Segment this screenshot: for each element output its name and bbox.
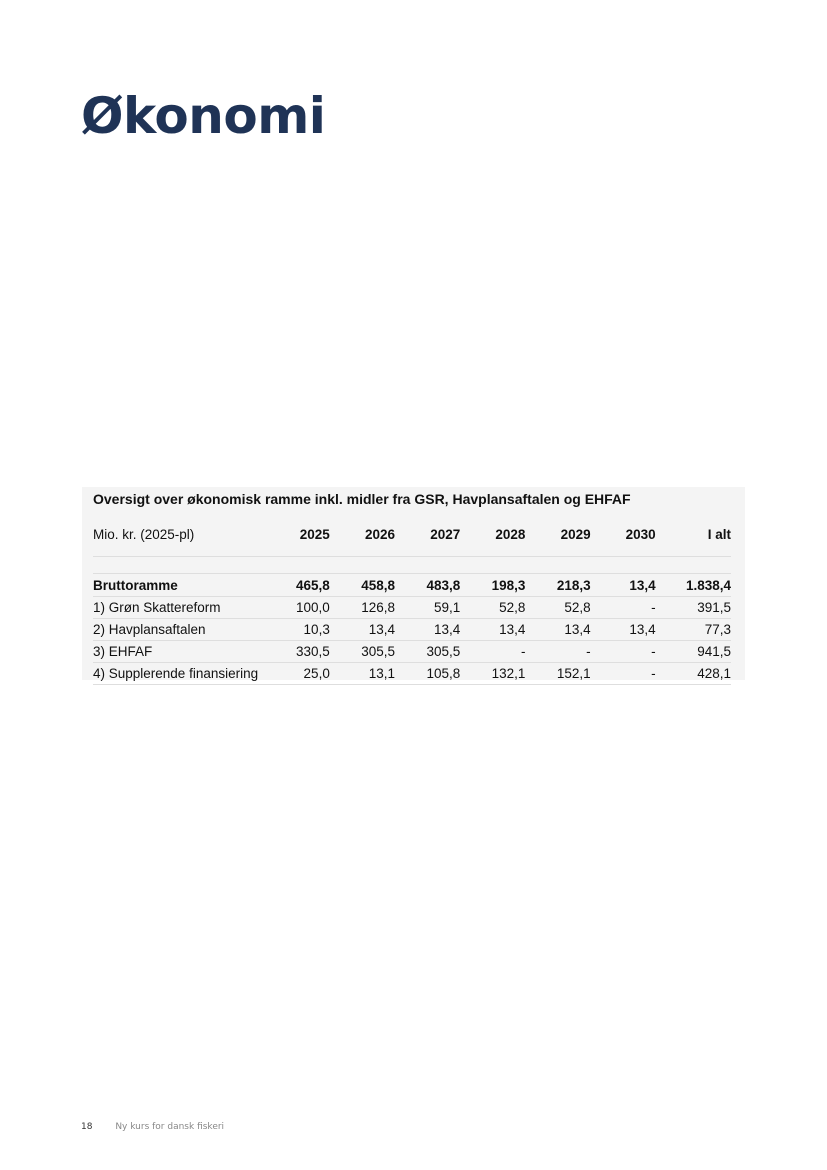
cell-2025: 100,0 <box>265 597 330 619</box>
row-label: 2) Havplansaftalen <box>93 619 265 641</box>
row-label: 3) EHFAF <box>93 641 265 663</box>
cell-2025: 25,0 <box>265 663 330 685</box>
cell-2027: 305,5 <box>395 641 460 663</box>
cell-2030: - <box>591 663 656 685</box>
column-header-2026: 2026 <box>330 512 395 557</box>
cell-2028: 132,1 <box>460 663 525 685</box>
row-label: 4) Supplerende finansiering <box>93 663 265 685</box>
table-row-havplansaftalen <box>93 619 731 641</box>
cell-2028: - <box>460 641 525 663</box>
cell-2027: 483,8 <box>395 574 460 597</box>
spacer-cell <box>93 557 731 574</box>
table-row-groen-skattereform <box>93 597 731 619</box>
row-label: Bruttoramme <box>93 574 265 597</box>
column-header-2025: 2025 <box>265 512 330 557</box>
table-spacer-row <box>93 557 731 574</box>
cell-2030: - <box>591 597 656 619</box>
cell-total: 391,5 <box>656 597 731 619</box>
cell-2025: 465,8 <box>265 574 330 597</box>
cell-2029: 152,1 <box>525 663 590 685</box>
cell-total: 77,3 <box>656 619 731 641</box>
cell-2030: - <box>591 641 656 663</box>
column-header-2030: 2030 <box>591 512 656 557</box>
cell-2030: 13,4 <box>591 574 656 597</box>
economy-table <box>93 512 731 685</box>
column-header-2029: 2029 <box>525 512 590 557</box>
cell-2026: 13,1 <box>330 663 395 685</box>
cell-2029: 218,3 <box>525 574 590 597</box>
cell-2029: - <box>525 641 590 663</box>
cell-2027: 59,1 <box>395 597 460 619</box>
table-caption: Oversigt over økonomisk ramme inkl. midler fra GSR, Havplansaftalen og EHFAF <box>93 491 631 507</box>
column-header-2027: 2027 <box>395 512 460 557</box>
page-number: 18 <box>81 1122 93 1132</box>
table-header-row <box>93 512 731 557</box>
cell-2027: 13,4 <box>395 619 460 641</box>
row-label: 1) Grøn Skattereform <box>93 597 265 619</box>
table-row-ehfaf <box>93 641 731 663</box>
cell-2026: 126,8 <box>330 597 395 619</box>
cell-total: 1.838,4 <box>656 574 731 597</box>
cell-2028: 13,4 <box>460 619 525 641</box>
cell-2025: 330,5 <box>265 641 330 663</box>
cell-2026: 458,8 <box>330 574 395 597</box>
column-header-total: I alt <box>656 512 731 557</box>
cell-2028: 52,8 <box>460 597 525 619</box>
cell-2028: 198,3 <box>460 574 525 597</box>
page-title: Økonomi <box>81 87 326 145</box>
cell-2029: 52,8 <box>525 597 590 619</box>
table-row-supplerende-finansiering <box>93 663 731 685</box>
column-header-2028: 2028 <box>460 512 525 557</box>
cell-total: 941,5 <box>656 641 731 663</box>
cell-2027: 105,8 <box>395 663 460 685</box>
column-header-unit: Mio. kr. (2025-pl) <box>93 512 265 557</box>
cell-2026: 305,5 <box>330 641 395 663</box>
cell-2026: 13,4 <box>330 619 395 641</box>
publication-name: Ny kurs for dansk fiskeri <box>115 1122 225 1132</box>
page-footer <box>81 1120 224 1134</box>
cell-2029: 13,4 <box>525 619 590 641</box>
economy-table-box <box>82 487 745 680</box>
table-row-bruttoramme <box>93 574 731 597</box>
cell-2025: 10,3 <box>265 619 330 641</box>
cell-total: 428,1 <box>656 663 731 685</box>
cell-2030: 13,4 <box>591 619 656 641</box>
